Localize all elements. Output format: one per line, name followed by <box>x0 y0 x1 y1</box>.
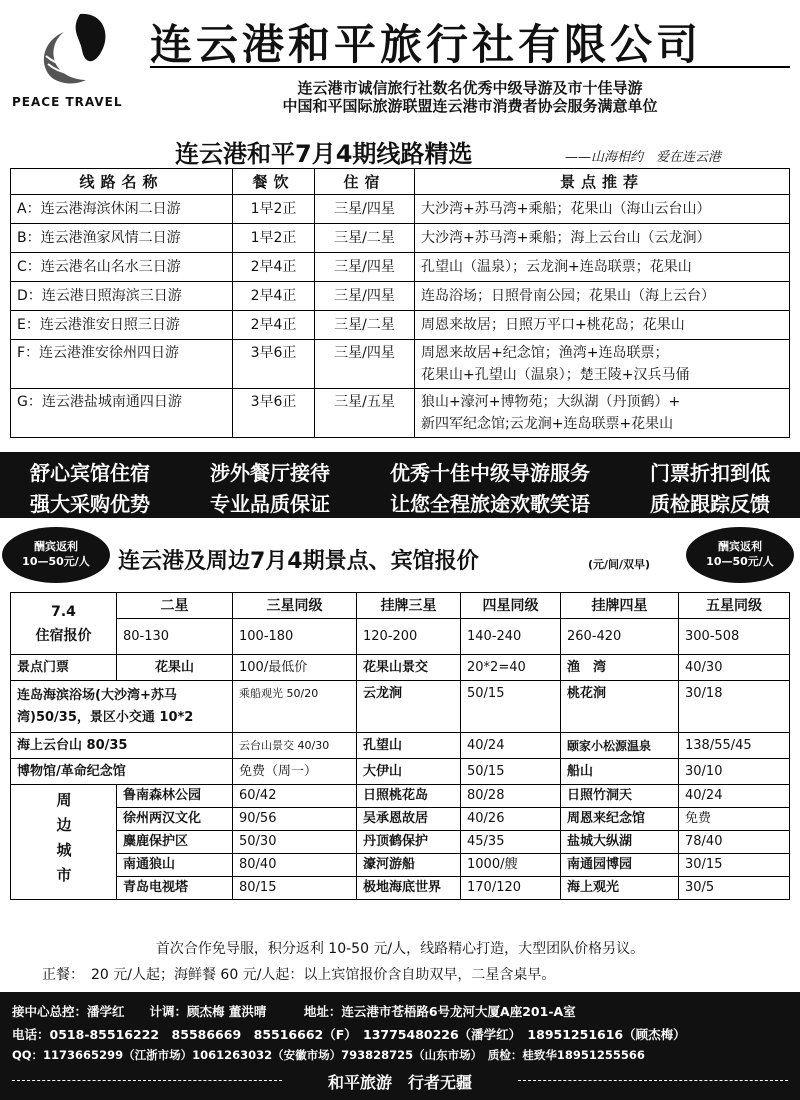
route-meals: 3早6正 <box>233 389 315 438</box>
routes-header-row <box>11 169 790 195</box>
route-meals: 2早4正 <box>233 311 315 340</box>
route-row <box>11 282 790 311</box>
sight-price: 138/55/45 <box>679 733 790 759</box>
route-lodging: 三星/五星 <box>315 389 415 438</box>
route-lodging: 三星/四星 <box>315 195 415 224</box>
sight-price: 30/5 <box>679 877 790 900</box>
service-row-2 <box>0 488 800 517</box>
contact-line-2: 电话：0518-85516222 85586669 85516662（F） 13775480226（潘学红） 18951251616（顾杰梅） <box>12 1027 686 1042</box>
sight-price: 78/40 <box>679 831 790 854</box>
sight-price: 45/35 <box>461 831 561 854</box>
sight-name: 花果山景交 <box>357 655 461 681</box>
route-row <box>11 224 790 253</box>
hotel-price: 140-240 <box>461 619 561 655</box>
hotel-label-date: 7.4 <box>51 603 76 620</box>
ticket-row <box>11 655 790 681</box>
divider <box>150 66 790 68</box>
service-row-1 <box>0 457 800 486</box>
route-lodging: 三星/四星 <box>315 340 415 389</box>
sight-name: 周恩来纪念馆 <box>561 808 679 831</box>
sight-name: 云龙涧 <box>357 681 461 733</box>
ticket-row <box>11 733 790 759</box>
sight-name: 鲁南森林公园 <box>117 785 233 808</box>
route-row <box>11 311 790 340</box>
sight-name: 青岛电视塔 <box>117 877 233 900</box>
sight-price: 80/40 <box>233 854 357 877</box>
hotel-price-row <box>11 619 790 655</box>
prices-table <box>10 592 790 900</box>
sight-name: 连岛海滨浴场(大沙湾+苏马湾)50/35，景区小交通 10*2 <box>11 681 233 733</box>
nearby-row <box>11 831 790 854</box>
subtitle-1: 连云港市诚信旅行社数名优秀中级导游及市十佳导游 <box>297 79 643 97</box>
peace-travel-logo-icon <box>34 10 114 92</box>
sight-price: 40/26 <box>461 808 561 831</box>
route-name: G：连云港盐城南通四日游 <box>11 389 233 438</box>
prices-unit: (元/间/双早) <box>588 558 651 571</box>
sight-price: 20*2=40 <box>461 655 561 681</box>
ticket-row <box>11 759 790 785</box>
route-meals: 2早4正 <box>233 253 315 282</box>
nearby-row <box>11 785 790 808</box>
nearby-cities-label: 周边城市 <box>11 785 117 900</box>
nearby-row <box>11 877 790 900</box>
route-lodging: 三星/四星 <box>315 253 415 282</box>
col-sights: 景点推荐 <box>415 169 790 195</box>
sight-name: 徐州两汉文化 <box>117 808 233 831</box>
sight-price: 云台山景交 40/30 <box>233 733 357 759</box>
route-sights: 周恩来故居；日照万平口+桃花岛；花果山 <box>415 311 790 340</box>
sight-name: 吴承恩故居 <box>357 808 461 831</box>
route-sights: 狼山+濠河+博物苑；大纵湖（丹顶鹤）+ 新四军纪念馆;云龙涧+连岛联票+花果山 <box>415 389 790 438</box>
hotel-head: 三星同级 <box>233 593 357 619</box>
sight-name: 日照桃花岛 <box>357 785 461 808</box>
route-meals: 1早2正 <box>233 224 315 253</box>
routes-slogan: ——山海相约 爱在连云港 <box>565 150 722 165</box>
sight-price: 免费 <box>679 808 790 831</box>
service-item: 质检跟踪反馈 <box>650 492 770 516</box>
sight-price: 40/30 <box>679 655 790 681</box>
sight-name: 渔 湾 <box>561 655 679 681</box>
sight-price: 1000/艘 <box>461 854 561 877</box>
service-item: 专业品质保证 <box>210 492 330 516</box>
note-1: 首次合作免导服，积分返利 10-50 元/人，线路精心打造，大型团队价格另议。 <box>155 941 645 957</box>
prices-title: 连云港及周边7月4期景点、宾馆报价 <box>118 549 479 574</box>
nearby-row <box>11 808 790 831</box>
sight-name: 海上观光 <box>561 877 679 900</box>
sight-name: 南通狼山 <box>117 854 233 877</box>
sight-price: 40/24 <box>461 733 561 759</box>
sight-name: 博物馆/革命纪念馆 <box>11 759 233 785</box>
sight-name: 大伊山 <box>357 759 461 785</box>
service-item: 涉外餐厅接待 <box>210 461 330 485</box>
hotel-head: 四星同级 <box>461 593 561 619</box>
col-lodging: 住宿 <box>315 169 415 195</box>
sight-name: 桃花涧 <box>561 681 679 733</box>
route-meals: 2早4正 <box>233 282 315 311</box>
tagline-text: 和平旅游 行者无疆 <box>320 1073 480 1092</box>
sight-name: 濠河游船 <box>357 854 461 877</box>
contact-line-3: QQ：1173665299（江浙市场）1061263032（安徽市场）793828725（山东市场） 质检：桂致华18951255566 <box>12 1048 645 1062</box>
company-name: 连云港和平旅行社有限公司 <box>150 20 703 69</box>
rebate-badge-right <box>686 527 794 583</box>
service-item: 强大采购优势 <box>30 492 150 516</box>
hotel-label <box>11 593 117 655</box>
logo-text: PEACE TRAVEL <box>12 95 123 109</box>
contact-line-1: 接中心总控：潘学红 计调：顾杰梅 董洪晴 地址：连云港市苍梧路6号龙河大厦A座201-A室 <box>12 1004 576 1019</box>
route-lodging: 三星/二星 <box>315 311 415 340</box>
sight-price: 50/30 <box>233 831 357 854</box>
hotel-head: 五星同级 <box>679 593 790 619</box>
route-sights: 大沙湾+苏马湾+乘船；花果山（海山云台山） <box>415 195 790 224</box>
sight-name: 船山 <box>561 759 679 785</box>
sight-name: 麋鹿保护区 <box>117 831 233 854</box>
ticket-row <box>11 681 790 733</box>
sight-name: 花果山 <box>117 655 233 681</box>
badge-line-2: 10—50元/人 <box>22 555 90 568</box>
sight-price: 40/24 <box>679 785 790 808</box>
route-row <box>11 389 790 438</box>
routes-title: 连云港和平7月4期线路精选 <box>175 140 473 168</box>
route-meals: 1早2正 <box>233 195 315 224</box>
hotel-head: 二星 <box>117 593 233 619</box>
sight-name: 南通园博园 <box>561 854 679 877</box>
route-sights: 连岛浴场；日照骨南公园；花果山（海上云台） <box>415 282 790 311</box>
hotel-price: 260-420 <box>561 619 679 655</box>
sight-name: 孔望山 <box>357 733 461 759</box>
rebate-badge-left <box>2 527 110 583</box>
hotel-head: 挂牌四星 <box>561 593 679 619</box>
service-band <box>0 452 800 518</box>
route-sights: 周恩来故居+纪念馆；渔湾+连岛联票； 花果山+孔望山（温泉）；楚王陵+汉兵马俑 <box>415 340 790 389</box>
ticket-label: 景点门票 <box>11 655 117 681</box>
hotel-price: 100-180 <box>233 619 357 655</box>
sight-price: 170/120 <box>461 877 561 900</box>
hotel-head: 挂牌三星 <box>357 593 461 619</box>
service-item: 让您全程旅途欢歌笑语 <box>390 492 590 516</box>
badge-line-1: 酬宾返利 <box>34 540 78 553</box>
sight-price: 30/10 <box>679 759 790 785</box>
col-meals: 餐饮 <box>233 169 315 195</box>
route-sights: 孔望山（温泉）；云龙涧+连岛联票；花果山 <box>415 253 790 282</box>
route-name: C：连云港名山名水三日游 <box>11 253 233 282</box>
nearby-row <box>11 854 790 877</box>
sight-name: 海上云台山 80/35 <box>11 733 233 759</box>
route-meals: 3早6正 <box>233 340 315 389</box>
route-name: F：连云港淮安徐州四日游 <box>11 340 233 389</box>
sight-price: 免费（周一） <box>233 759 357 785</box>
sight-price: 90/56 <box>233 808 357 831</box>
route-name: A：连云港海滨休闲二日游 <box>11 195 233 224</box>
sight-price: 30/15 <box>679 854 790 877</box>
route-lodging: 三星/四星 <box>315 282 415 311</box>
hotel-label-text: 住宿报价 <box>35 627 92 644</box>
badge-line-2: 10—50元/人 <box>706 555 774 568</box>
sight-name: 盐城大纵湖 <box>561 831 679 854</box>
routes-table <box>10 168 790 438</box>
route-row <box>11 195 790 224</box>
service-item: 舒心宾馆住宿 <box>30 461 150 485</box>
sight-price: 30/18 <box>679 681 790 733</box>
hotel-price: 80-130 <box>117 619 233 655</box>
sight-price: 50/15 <box>461 681 561 733</box>
sight-price: 100/最低价 <box>233 655 357 681</box>
hotel-price: 300-508 <box>679 619 790 655</box>
route-sights: 大沙湾+苏马湾+乘船；海上云台山（云龙涧） <box>415 224 790 253</box>
route-name: B：连云港渔家风情二日游 <box>11 224 233 253</box>
tagline <box>0 1070 800 1093</box>
route-row <box>11 253 790 282</box>
sight-price: 80/15 <box>233 877 357 900</box>
col-route-name: 线路名称 <box>11 169 233 195</box>
route-lodging: 三星/二星 <box>315 224 415 253</box>
sight-name: 丹顶鹤保护 <box>357 831 461 854</box>
sight-price: 50/15 <box>461 759 561 785</box>
service-item: 优秀十佳中级导游服务 <box>390 461 590 485</box>
hotel-head-row <box>11 593 790 619</box>
badge-line-1: 酬宾返利 <box>718 540 762 553</box>
sight-name: 极地海底世界 <box>357 877 461 900</box>
sight-price: 60/42 <box>233 785 357 808</box>
sight-name: 颐家小松源温泉 <box>561 733 679 759</box>
route-name: D：连云港日照海滨三日游 <box>11 282 233 311</box>
sight-name: 日照竹洞天 <box>561 785 679 808</box>
header <box>0 0 800 130</box>
route-row <box>11 340 790 389</box>
route-name: E：连云港淮安日照三日游 <box>11 311 233 340</box>
sight-price: 80/28 <box>461 785 561 808</box>
note-2: 正餐： 20 元/人起；海鲜餐 60 元/人起：以上宾馆报价含自助双早，二星含桌早。 <box>42 967 556 983</box>
service-item: 门票折扣到低 <box>650 461 770 485</box>
subtitle-2: 中国和平国际旅游联盟连云港市消费者协会服务满意单位 <box>282 97 658 115</box>
hotel-price: 120-200 <box>357 619 461 655</box>
sight-price: 乘船观光 50/20 <box>233 681 357 733</box>
